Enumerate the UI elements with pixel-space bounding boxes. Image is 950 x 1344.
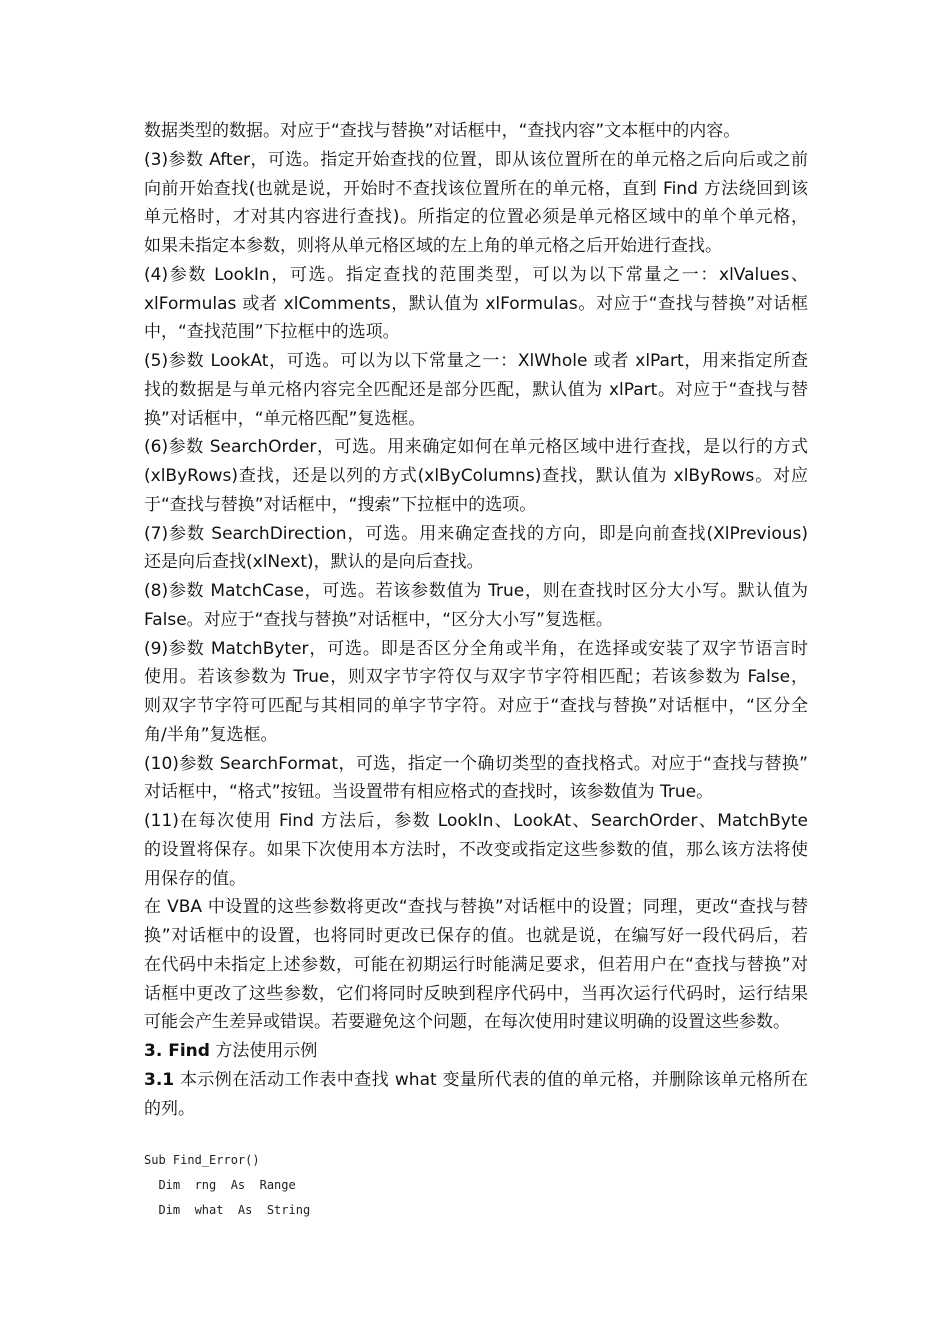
text-line: (3)参数 After，可选。指定开始查找的位置，即从该位置所在的单元格之后向后或之前	[144, 149, 808, 170]
text-line: 还是向后查找(xlNext)，默认的是向后查找。	[144, 552, 484, 573]
text-line: (5)参数 LookAt，可选。可以为以下常量之一：XlWhole 或者 xlPart，用来指定所查	[144, 351, 808, 371]
text-line: 数据类型的数据。对应于“查找与替换”对话框中，“查找内容”文本框中的内容。	[144, 121, 741, 141]
section-heading-text: 方法使用示例	[209, 1041, 318, 1061]
text-line: 的设置将保存。如果下次使用本方法时，不改变或指定这些参数的值，那么该方法将使	[144, 839, 808, 860]
text-line: (4)参数 LookIn，可选。指定查找的范围类型，可以为以下常量之一：xlValues、	[144, 264, 808, 285]
text-line: (6)参数 SearchOrder，可选。用来确定如何在单元格区域中进行查找，是以行的方式	[144, 437, 808, 458]
text-line: 中，“查找范围”下拉框中的选项。	[144, 322, 400, 343]
text-line: 如果未指定本参数，则将从单元格区域的左上角的单元格之后开始进行查找。	[144, 236, 722, 256]
section-heading-number: 3. Find	[144, 1041, 210, 1061]
example-number: 3.1	[144, 1069, 175, 1090]
example-description-line-2: 的列。	[144, 1098, 195, 1119]
text-line: 换”对话框中的设置，也将同时更改已保存的值。也就是说，在编写好一段代码后，若	[144, 926, 808, 946]
text-line: (11)在每次使用 Find 方法后，参数 LookIn、LookAt、SearchOrder、MatchByte	[144, 811, 808, 831]
example-description-line-1	[144, 1066, 808, 1095]
paragraph-lines	[144, 117, 808, 1037]
text-line: 在代码中未指定上述参数，可能在初期运行时能满足要求，但若用户在“查找与替换”对	[144, 954, 808, 975]
text-line: 对话框中，“格式”按钮。当设置带有相应格式的查找时，该参数值为 True。	[144, 782, 714, 803]
example-text: 本示例在活动工作表中查找 what 变量所代表的值的单元格，并删除该单元格所在	[174, 1069, 808, 1090]
text-line: 于“查找与替换”对话框中，“搜索”下拉框中的选项。	[144, 494, 537, 515]
document-body	[144, 117, 808, 1123]
text-line: 则双字节字符可匹配与其相同的单字节字符。对应于“查找与替换”对话框中，“区分全	[144, 696, 808, 716]
text-line: (8)参数 MatchCase，可选。若该参数值为 True，则在查找时区分大小写。默认值为	[144, 581, 808, 601]
text-line: xlFormulas 或者 xlComments，默认值为 xlFormulas。对应于“查找与替换”对话框	[144, 293, 808, 314]
text-line: 找的数据是与单元格内容完全匹配还是部分匹配，默认值为 xlPart。对应于“查找与替	[144, 379, 808, 400]
text-line: 角/半角”复选框。	[144, 724, 278, 745]
text-line: 换”对话框中，“单元格匹配”复选框。	[144, 408, 426, 429]
text-line: False。对应于“查找与替换”对话框中，“区分大小写”复选框。	[144, 609, 613, 630]
text-line: 话框中更改了这些参数，它们将同时反映到程序代码中，当再次运行代码时，运行结果	[144, 983, 808, 1004]
text-line: (10)参数 SearchFormat，可选，指定一个确切类型的查找格式。对应于“查找与替换”	[144, 753, 808, 774]
code-line: Dim rng As Range	[144, 1178, 296, 1192]
text-line: (xlByRows)查找，还是以列的方式(xlByColumns)查找，默认值为 xlByRows。对应	[144, 466, 808, 486]
text-line: (7)参数 SearchDirection，可选。用来确定查找的方向，即是向前查找(XlPrevious)	[144, 523, 808, 544]
text-line: 单元格时，才对其内容进行查找)。所指定的位置必须是单元格区域中的单个单元格，	[144, 207, 808, 228]
section-heading	[144, 1037, 808, 1066]
code-block	[144, 1148, 310, 1223]
text-line: 向前开始查找(也就是说，开始时不查找该位置所在的单元格，直到 Find 方法绕回到该	[144, 178, 808, 199]
code-line: Sub Find_Error()	[144, 1153, 260, 1167]
text-line: 用保存的值。	[144, 868, 246, 889]
text-line: 可能会产生差异或错误。若要避免这个问题，在每次使用时建议明确的设置这些参数。	[144, 1012, 790, 1033]
code-line: Dim what As String	[144, 1203, 311, 1217]
text-line: (9)参数 MatchByter，可选。即是否区分全角或半角，在选择或安装了双字节语言时	[144, 638, 808, 659]
text-line: 使用。若该参数为 True，则双字节字符仅与双字节字符相匹配；若该参数为 False，	[144, 667, 808, 688]
text-line: 在 VBA 中设置的这些参数将更改“查找与替换”对话框中的设置；同理，更改“查找与替	[144, 897, 808, 918]
